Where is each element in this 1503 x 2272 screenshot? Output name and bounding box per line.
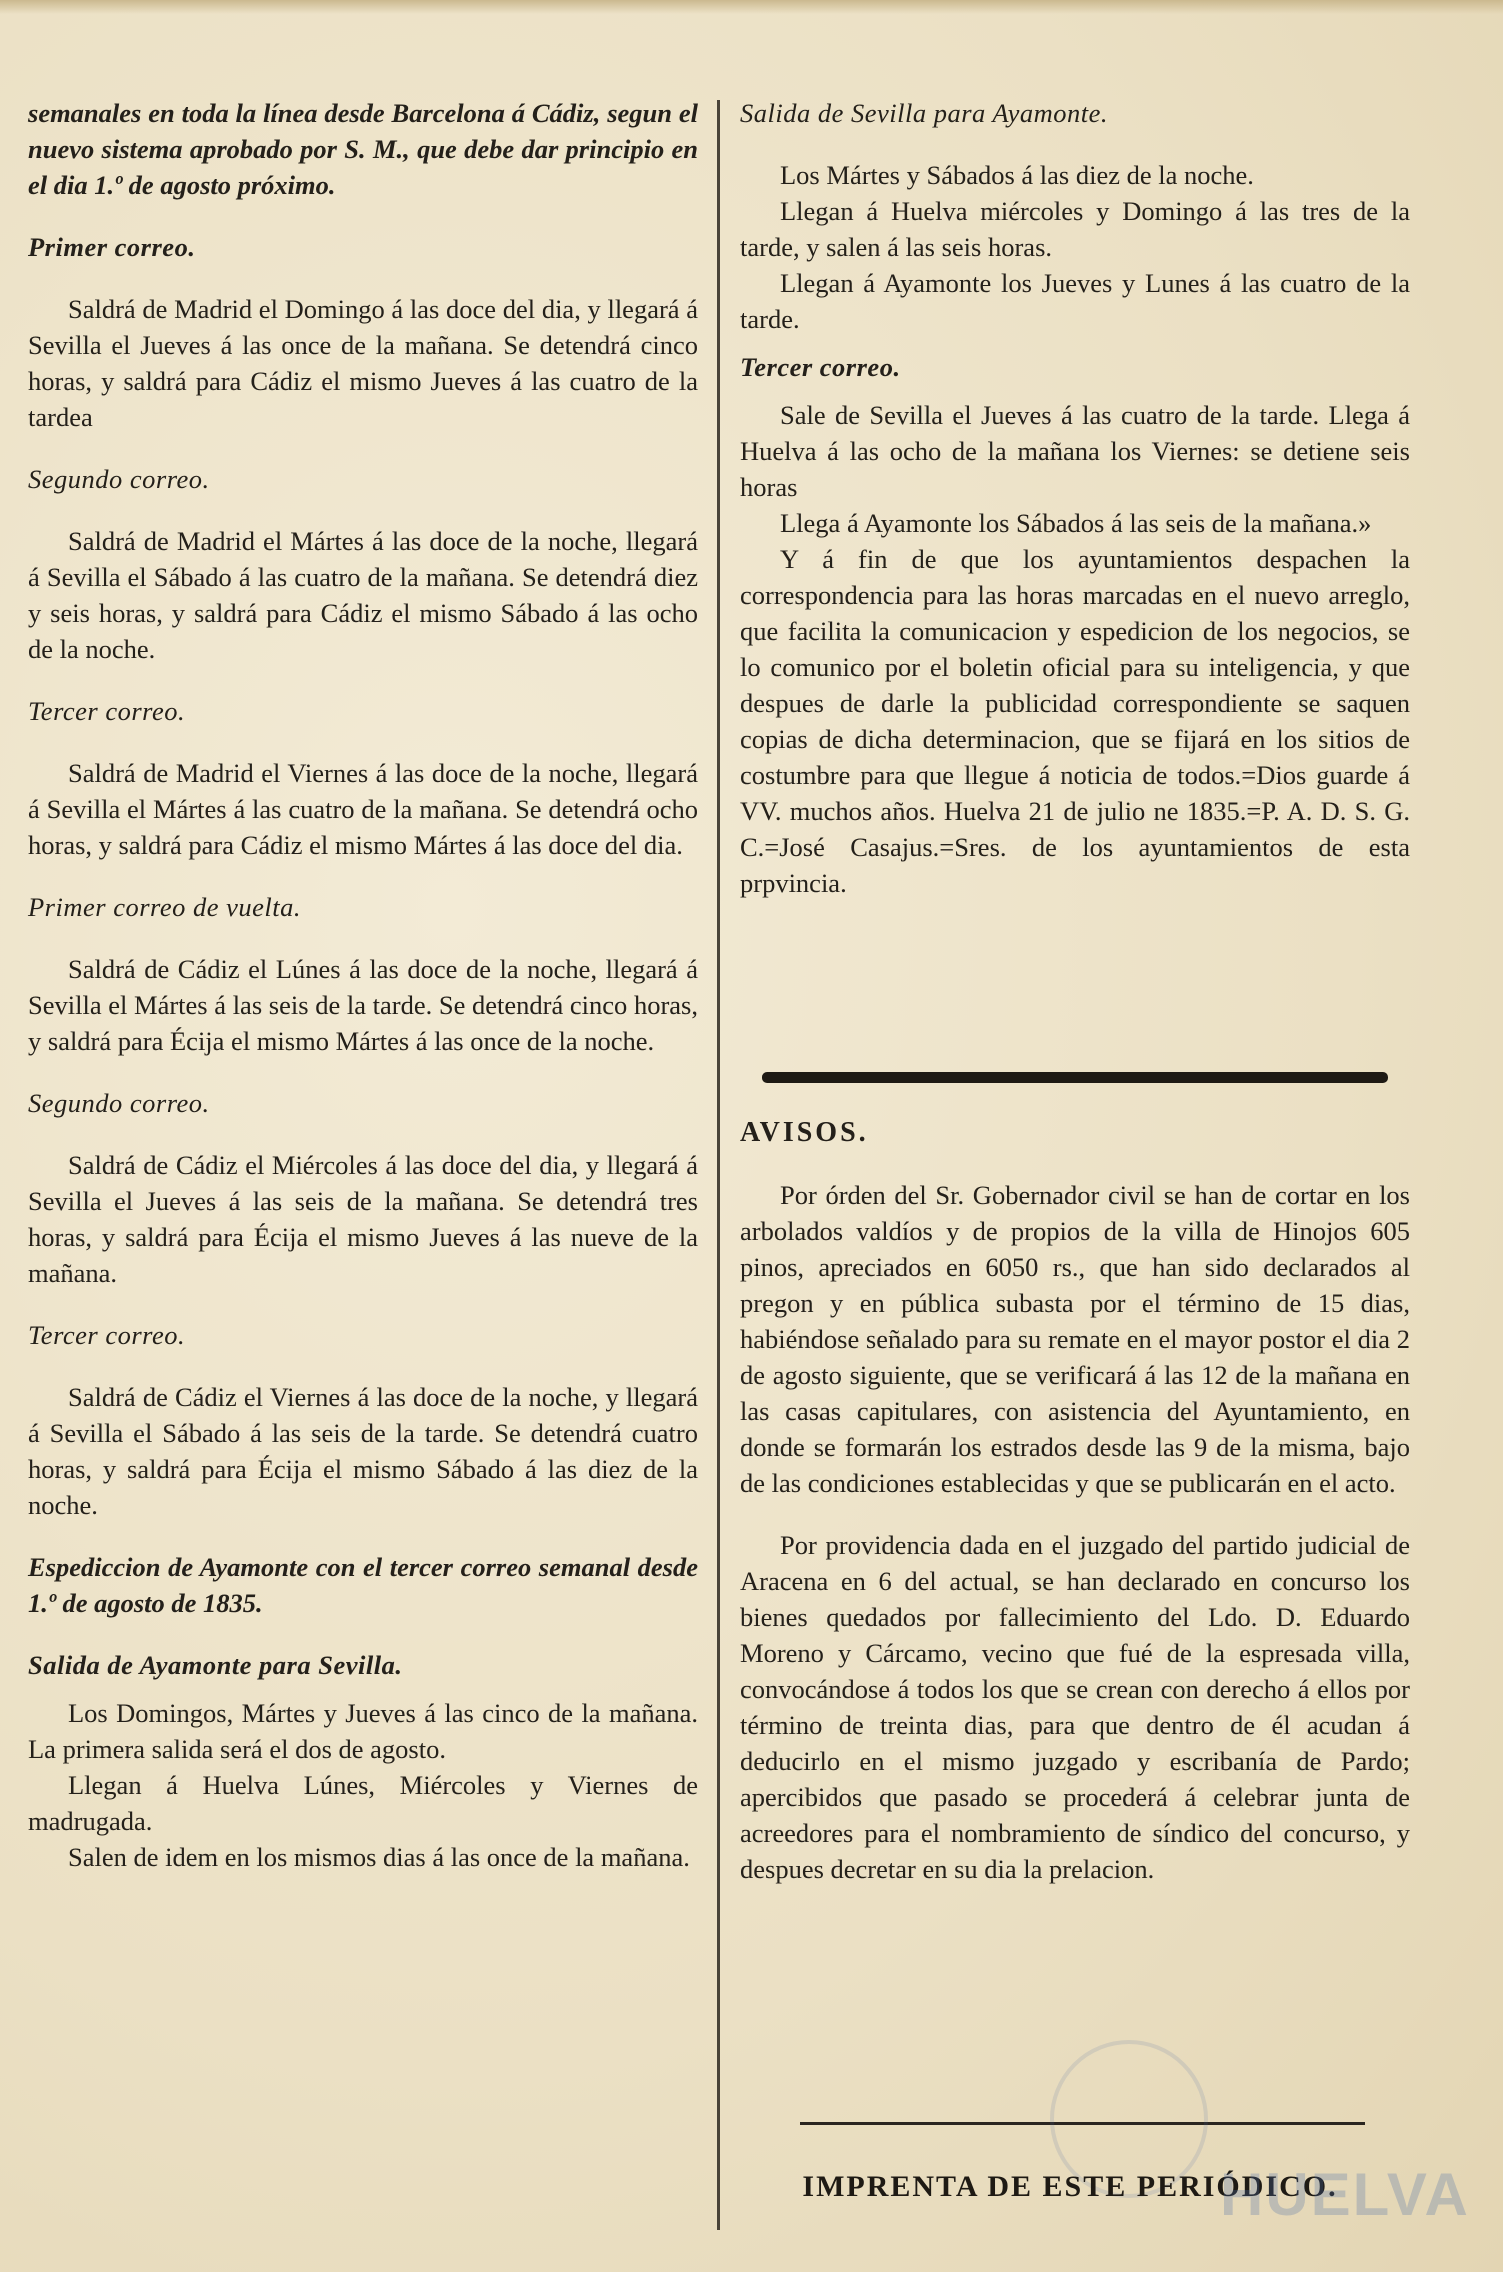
watermark-logo: HUELVA [1220,2161,1470,2228]
paragraph: Los Domingos, Mártes y Jueves á las cinco de la mañana. La primera salida será el dos de agosto. [28,1698,698,1764]
paragraph: Los Mártes y Sábados á las diez de la noche. [780,160,1254,190]
paragraph: Llegan á Huelva Lúnes, Miércoles y Viernes de madrugada. [28,1770,698,1836]
paragraph: Sale de Sevilla el Jueves á las cuatro de la tarde. Llega á Huelva á las ocho de la mañana los Viernes: se detiene seis horas [740,400,1410,502]
heading-segundo-correo: Segundo correo. [28,464,210,494]
left-column [28,95,698,1875]
avisos-section [740,1115,1410,1887]
paragraph: Llegan á Huelva miércoles y Domingo á las tres de la tarde, y salen á las seis horas. [740,196,1410,262]
page-edge [0,0,1503,14]
column-divider [717,100,720,2230]
avisos-title: AVISOS. [740,1117,869,1148]
paragraph: Llega á Ayamonte los Sábados á las seis de la mañana.» [780,508,1372,538]
right-column [740,95,1410,901]
paragraph: Saldrá de Madrid el Mártes á las doce de la noche, llegará á Sevilla el Sábado á las cuatro de la mañana. Se detendrá diez y seis horas, y saldrá para Cádiz el mismo Sábado á las ocho de la noche. [28,526,698,664]
paragraph: Saldrá de Madrid el Viernes á las doce de la noche, llegará á Sevilla el Mártes á las cuatro de la mañana. Se detendrá ocho horas, y saldrá para Cádiz el mismo Mártes á las doce del dia. [28,758,698,860]
heading-tercer-correo-vuelta: Tercer correo. [28,1320,186,1350]
heading-tercer-correo: Tercer correo. [28,696,186,726]
aviso-paragraph: Por órden del Sr. Gobernador civil se han de cortar en los arbolados valdíos y de propios de la villa de Hinojos 605 pinos, apreciados en 6050 rs., que han sido declarados al pregon y en pública subasta por el término de 15 dias, habiéndose señalado para su remate en el mayor postor el dia 2 de agosto siguiente, que se verificará á las 12 de la mañana en las casas capitulares, con asistencia del Ayuntamiento, en donde se formarán los estrados desde las 9 de la misma, bajo de las condiciones establecidas y que se publicarán en el acto. [740,1180,1410,1498]
paragraph: Saldrá de Cádiz el Lúnes á las doce de la noche, llegará á Sevilla el Mártes á las seis de la tarde. Se detendrá cinco horas, y saldrá para Écija el mismo Mártes á las once de la noche. [28,954,698,1056]
heading-espediccion: Espediccion de Ayamonte con el tercer correo semanal desde 1.º de agosto de 1835. [28,1552,698,1618]
section-rule [762,1072,1388,1083]
heading-primer-correo-vuelta: Primer correo de vuelta. [28,892,302,922]
paragraph: Llegan á Ayamonte los Jueves y Lunes á las cuatro de la tarde. [740,268,1410,334]
heading-salida-sevilla: Salida de Sevilla para Ayamonte. [740,98,1109,128]
paragraph: Saldrá de Cádiz el Miércoles á las doce del dia, y llegará á Sevilla el Jueves á las seis de la mañana. Se detendrá tres horas, y saldrá para Écija el mismo Jueves á las nueve de la mañana. [28,1150,698,1288]
heading-tercer-correo-right: Tercer correo. [740,352,901,382]
imprint-line: IMPRENTA DE ESTE PERIÓDICO. [802,2170,1338,2203]
intro-text: semanales en toda la línea desde Barcelona á Cádiz, segun el nuevo sistema aprobado por S. M., que debe dar principio en el dia 1.º de agosto próximo. [28,98,698,200]
paragraph: Saldrá de Cádiz el Viernes á las doce de la noche, y llegará á Sevilla el Sábado á las seis de la tarde. Se detendrá cuatro horas, y saldrá para Écija el mismo Sábado á las diez de la noche. [28,1382,698,1520]
heading-salida-ayamonte: Salida de Ayamonte para Sevilla. [28,1650,403,1680]
paragraph: Saldrá de Madrid el Domingo á las doce del dia, y llegará á Sevilla el Jueves á las once de la mañana. Se detendrá cinco horas, y saldrá para Cádiz el mismo Jueves á las cuatro de la tardea [28,294,698,432]
aviso-paragraph: Por providencia dada en el juzgado del partido judicial de Aracena en 6 del actual, se han declarado en concurso los bienes quedados por fallecimiento del Ldo. D. Eduardo Moreno y Cárcamo, vecino que fué de la espresada villa, convocándose á todos los que se crean con derecho á ellos por término de treinta dias, para que dentro de él acudan á deducirlo en el mismo juzgado y escribanía de Pardo; apercibidos que pasado se procederá á celebrar junta de acreedores para el nombramiento de síndico del concurso, y despues decretar en su dia la prelacion. [740,1530,1410,1884]
paragraph: Salen de idem en los mismos dias á las once de la mañana. [68,1842,690,1872]
paragraph: Y á fin de que los ayuntamientos despachen la correspondencia para las horas marcadas en el nuevo arreglo, que facilita la comunicacion y espedicion de los negocios, se lo comunico por el boletin oficial para su inteligencia, y que despues de darle la publicidad correspondiente se saquen copias de dicha determinacion, que se fijará en los sitios de costumbre para que llegue á noticia de todos.=Dios guarde á VV. muchos años. Huelva 21 de julio ne 1835.=P. A. D. S. G. C.=José Casajus.=Sres. de los ayuntamientos de esta prpvincia. [740,544,1410,898]
heading-segundo-correo-vuelta: Segundo correo. [28,1088,210,1118]
heading-primer-correo: Primer correo. [28,232,196,262]
